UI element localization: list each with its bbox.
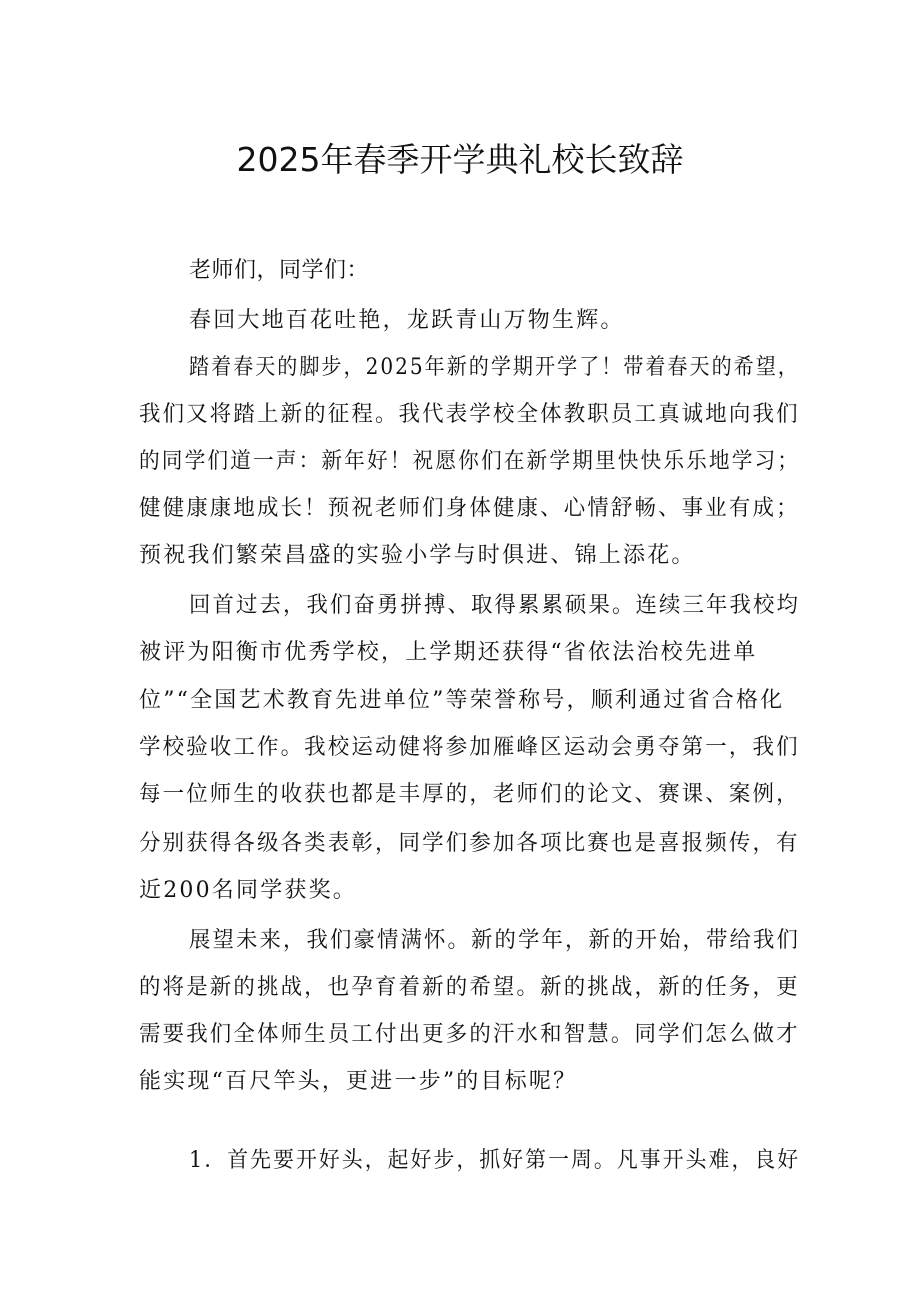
paragraph-line: 展望未来，我们豪情满怀。新的学年，新的开始，带给我们 [189,928,800,953]
paragraph-line: 分别获得各级各类表彰，同学们参加各项比赛也是喜报频传，有 [139,831,800,856]
document-title: 2025年春季开学典礼校长致辞 [236,140,684,179]
paragraph-line: 每一位师生的收获也都是丰厚的，老师们的论文、赛课、案例， [139,782,800,807]
salutation: 老师们，同学们： [189,258,370,283]
paragraph-line: 我们又将踏上新的征程。我代表学校全体教职员工真诚地向我们 [139,402,800,427]
paragraph-line: 近200名同学获奖。 [139,878,357,903]
paragraph-line: 被评为阳衡市优秀学校，上学期还获得“省依法治校先进单 [139,640,758,665]
paragraph-line: 预祝我们繁荣昌盛的实验小学与时俱进、锦上添花。 [139,543,696,568]
paragraph-line: 健健康康地成长！预祝老师们身体健康、心情舒畅、事业有成； [139,496,800,521]
paragraph-line: 回首过去，我们奋勇拼搏、取得累累硕果。连续三年我校均 [189,593,800,618]
paragraph-line: 的将是新的挑战，也孕育着新的希望。新的挑战，新的任务，更 [139,975,800,1000]
paragraph-line: 能实现“百尺竿头，更进一步”的目标呢？ [139,1069,578,1094]
numbered-item: 1．首先要开好头，起好步，抓好第一周。凡事开头难，良好 [189,1148,801,1173]
paragraph-line: 位”“全国艺术教育先进单位”等荣誉称号，顺利通过省合格化 [139,688,785,713]
paragraph-line: 春回大地百花吐艳，龙跃青山万物生辉。 [189,308,625,333]
paragraph-line: 踏着春天的脚步，2025年新的学期开学了！带着春天的希望， [189,355,800,380]
paragraph-line: 需要我们全体师生员工付出更多的汗水和智慧。同学们怎么做才 [139,1022,800,1047]
paragraph-line: 的同学们道一声：新年好！祝愿你们在新学期里快快乐乐地学习； [139,449,801,474]
paragraph-line: 学校验收工作。我校运动健将参加雁峰区运动会勇夺第一，我们 [139,735,800,760]
